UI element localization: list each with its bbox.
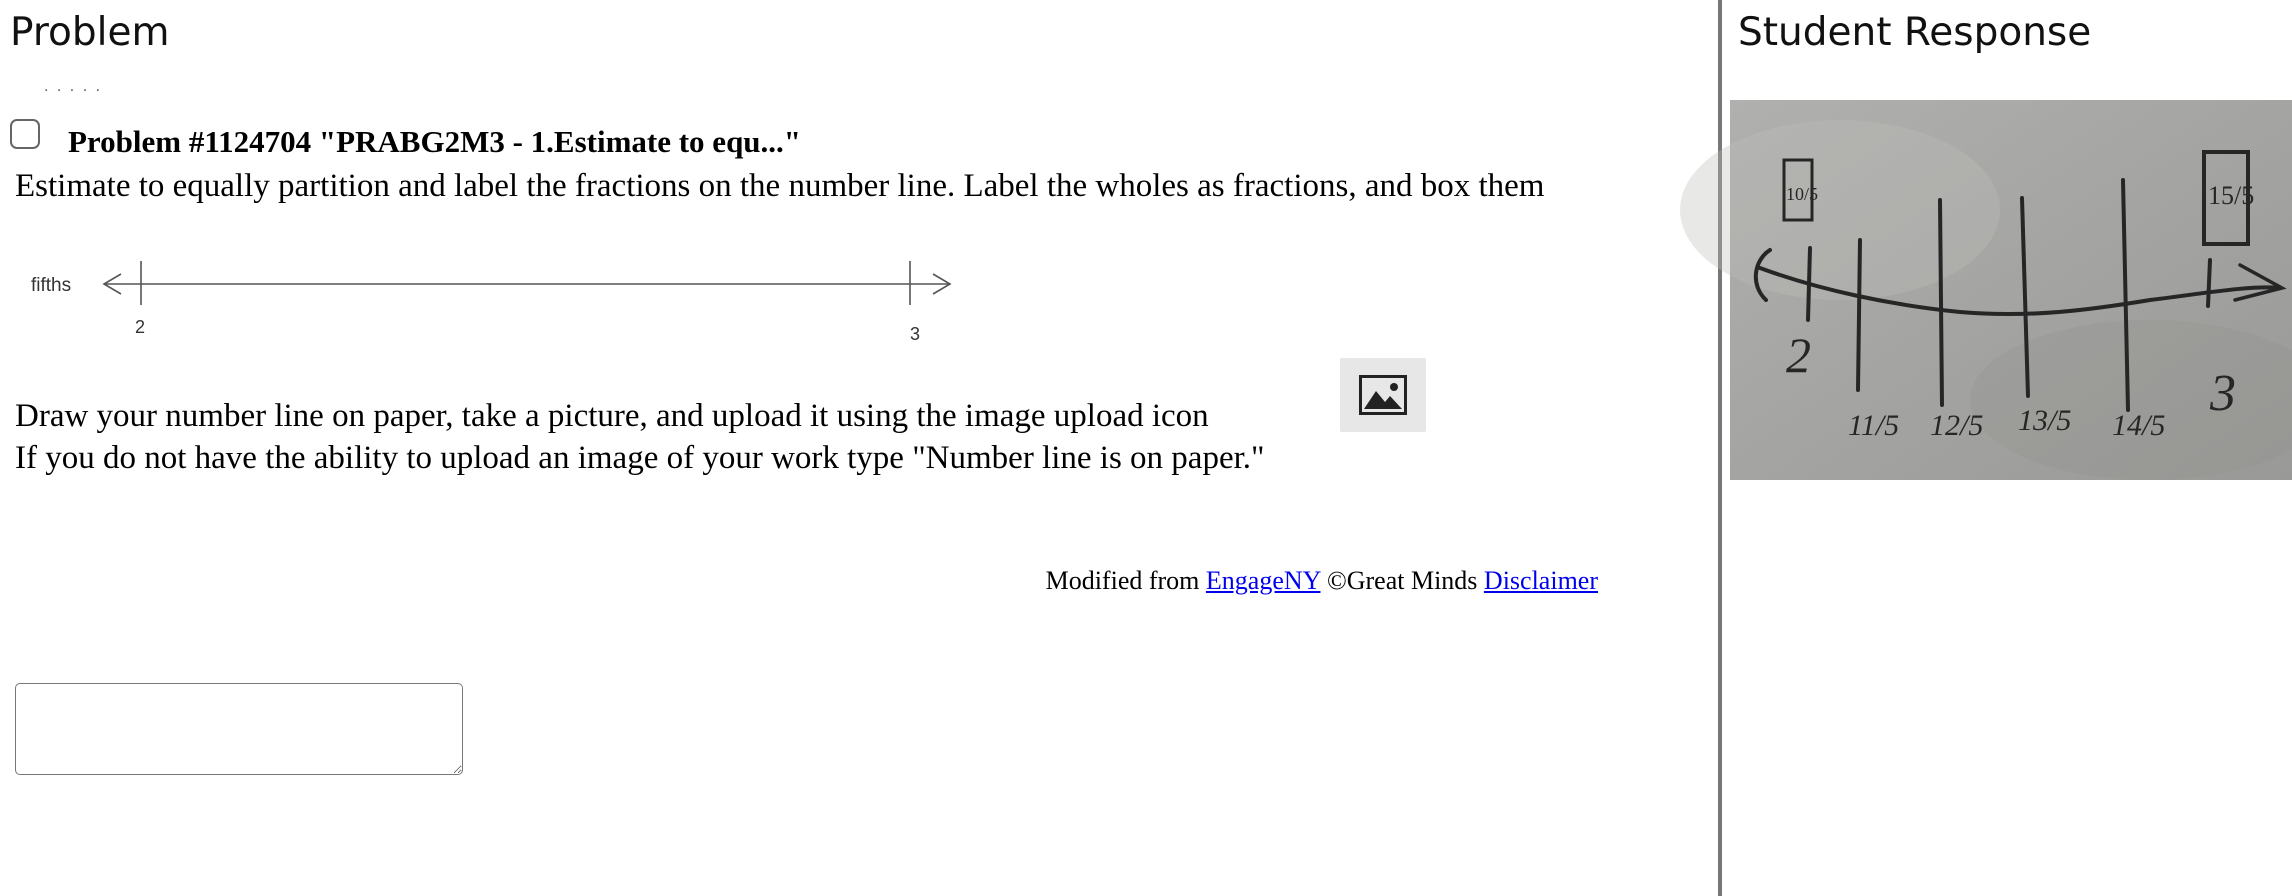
number-line-label: fifths [31, 275, 72, 296]
student-response-image [1730, 100, 2292, 480]
svg-text:10/5: 10/5 [1786, 184, 1819, 204]
svg-text:15/5: 15/5 [2208, 181, 2255, 210]
drawn-tick [1940, 200, 1942, 405]
number-line-start-label: 2 [135, 317, 146, 337]
student-response-pane [1722, 0, 2292, 896]
image-icon [1359, 375, 1407, 415]
drawn-tick [1858, 240, 1860, 390]
attribution [1046, 566, 1598, 596]
disclaimer-link[interactable]: Disclaimer [1483, 566, 1598, 595]
number-line-figure [20, 255, 980, 355]
svg-text:11/5: 11/5 [1848, 409, 1900, 442]
svg-text:3: 3 [2210, 365, 2236, 422]
clipped-text-fragment: · · · · · [44, 83, 103, 99]
drawn-tick [2208, 260, 2210, 306]
svg-text:2: 2 [1786, 327, 1811, 383]
engageny-link[interactable]: EngageNY [1205, 566, 1321, 595]
alternate-instruction: If you do not have the ability to upload an image of your work type "Number line is on paper." [15, 440, 1265, 476]
upload-instruction: Draw your number line on paper, take a picture, and upload it using the image upload icon [15, 398, 1209, 434]
answer-textarea[interactable] [15, 683, 463, 775]
student-response-heading: Student Response [1738, 10, 2092, 55]
drawn-tick [1808, 248, 1810, 320]
svg-text:14/5: 14/5 [2112, 409, 2166, 442]
problem-title: Problem #1124704 "PRABG2M3 - 1.Estimate to equ..." [68, 124, 802, 159]
student-work-photo [1730, 100, 2292, 480]
problem-select-checkbox[interactable] [10, 119, 40, 149]
svg-text:12/5: 12/5 [1930, 409, 1984, 442]
number-line-end-label: 3 [910, 324, 921, 344]
problem-heading: Problem [10, 10, 170, 55]
attribution-middle: ©Great Minds [1320, 566, 1484, 595]
problem-statement: Estimate to equally partition and label the fractions on the number line. Label the wholes as fractions, and box them [15, 168, 1545, 204]
svg-text:13/5: 13/5 [2018, 404, 2072, 437]
attribution-prefix: Modified from [1045, 566, 1206, 595]
image-upload-icon[interactable] [1340, 358, 1426, 432]
